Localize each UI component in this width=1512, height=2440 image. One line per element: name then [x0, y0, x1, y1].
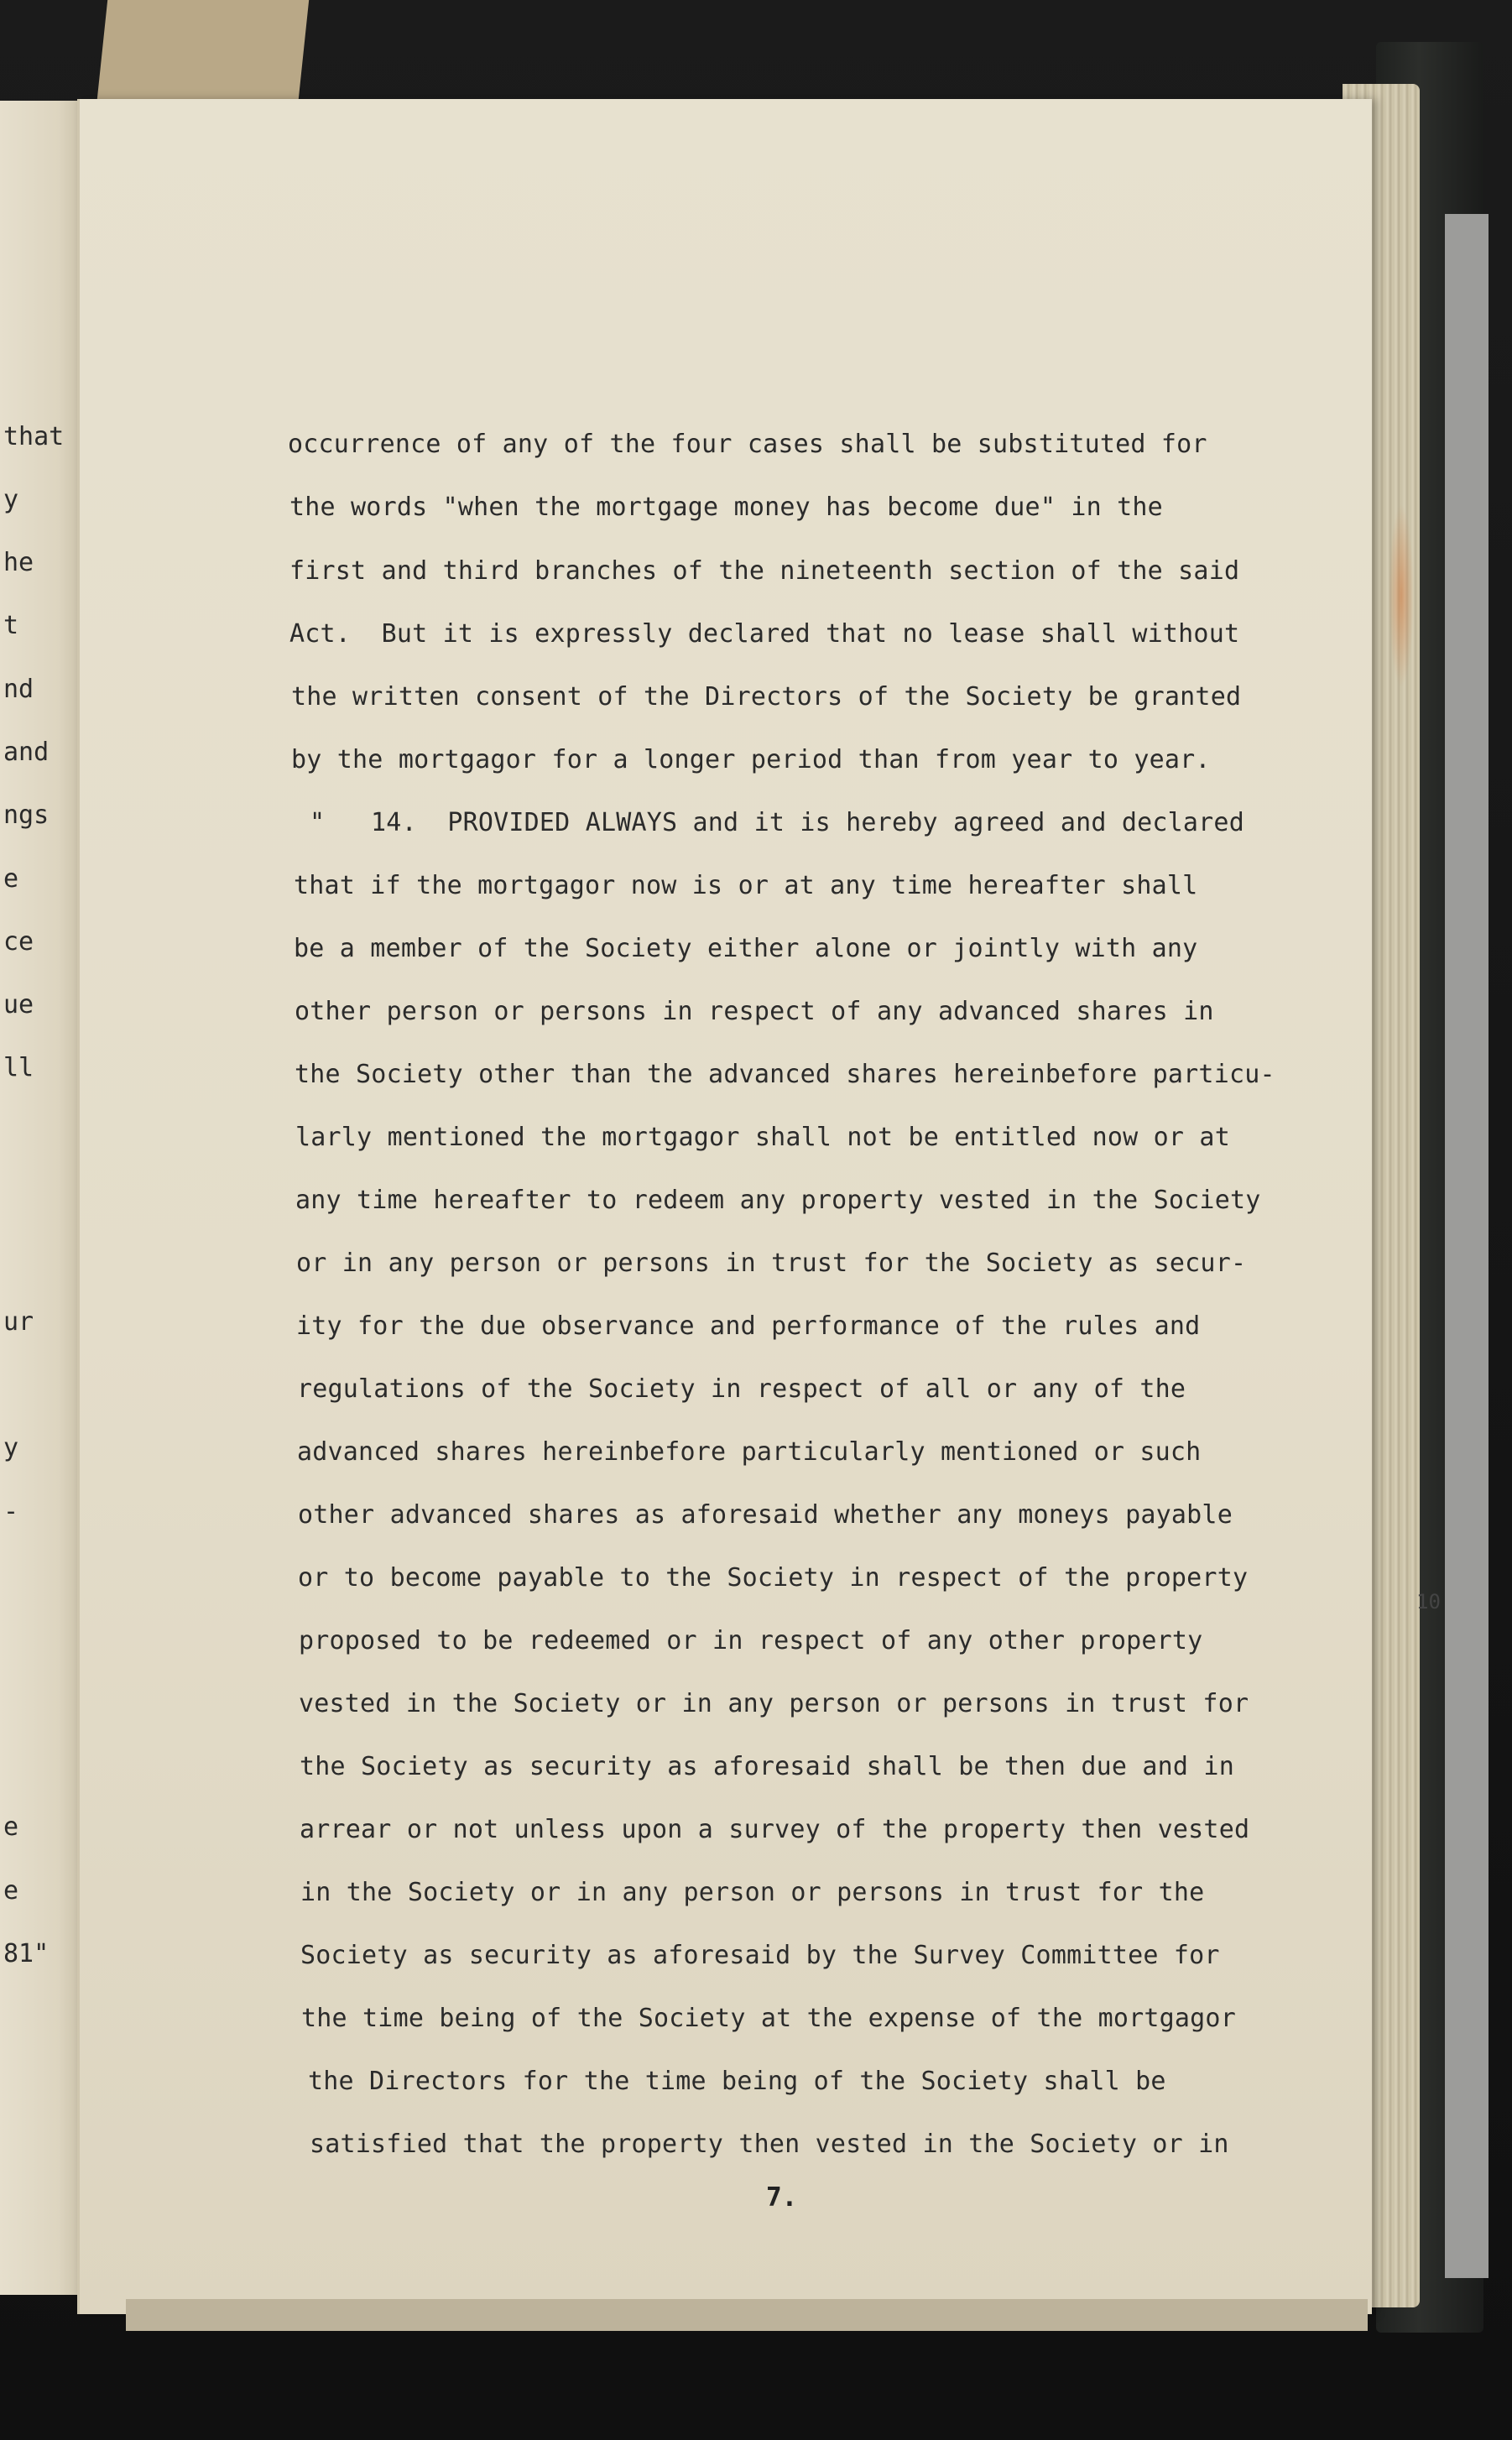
text-line: or to become payable to the Society in respect of the property — [298, 1563, 1249, 1593]
text-line: Society as security as aforesaid by the Survey Committee for — [300, 1941, 1220, 1970]
text-line: the Society other than the advanced shares hereinbefore particu- — [295, 1060, 1275, 1089]
text-line: the words "when the mortgage money has become due" in the — [289, 493, 1163, 522]
text-line: first and third branches of the nineteenth section of the said — [289, 556, 1240, 586]
text-line: by the mortgagor for a longer period than from year to year. — [291, 745, 1211, 774]
text-line: other advanced shares as aforesaid whether any moneys payable — [298, 1500, 1233, 1530]
text-line: any time hereafter to redeem any property vested in the Society — [295, 1186, 1261, 1215]
text-line: be a member of the Society either alone or jointly with any — [294, 934, 1198, 963]
left-fragment: e — [3, 1812, 19, 1842]
text-line: proposed to be redeemed or in respect of any other property — [299, 1626, 1203, 1655]
left-fragment: - — [3, 1497, 19, 1526]
text-line: that if the mortgagor now is or at any time hereafter shall — [294, 871, 1198, 900]
left-fragment: y — [3, 485, 19, 514]
left-fragment: y — [3, 1433, 19, 1462]
text-line: in the Society or in any person or persons in trust for the — [300, 1878, 1205, 1907]
text-line: Act. But it is expressly declared that no lease shall without — [289, 619, 1240, 649]
text-line: the written consent of the Directors of the Society be granted — [291, 682, 1242, 712]
text-line: other person or persons in respect of any advanced shares in — [295, 997, 1214, 1026]
left-page-edge — [0, 101, 84, 2295]
left-fragment: t — [3, 611, 19, 640]
left-fragment: e — [3, 1876, 19, 1906]
text-line: the Society as security as aforesaid shall be then due and in — [300, 1752, 1234, 1781]
left-fragment: and — [3, 738, 50, 767]
text-line: satisfied that the property then vested in the Society or in — [310, 2130, 1229, 2159]
right-margin-mark: 10 — [1416, 1590, 1441, 1614]
text-line: regulations of the Society in respect of all or any of the — [297, 1374, 1186, 1404]
grey-card-edge — [1445, 214, 1489, 2278]
left-fragment: nd — [3, 675, 34, 704]
text-line: arrear or not unless upon a survey of the property then vested — [300, 1815, 1250, 1844]
document-page — [77, 99, 1372, 2314]
left-fragment: 81" — [3, 1939, 50, 1968]
left-fragment: ll — [3, 1053, 34, 1082]
left-fragment: ur — [3, 1307, 34, 1337]
text-line: the Directors for the time being of the Society shall be — [308, 2067, 1166, 2096]
left-fragment: ue — [3, 990, 34, 1019]
left-fragment: e — [3, 864, 19, 894]
body-text — [80, 99, 1372, 2314]
left-fragment: ce — [3, 927, 34, 957]
text-line: " 14. PROVIDED ALWAYS and it is hereby agreed and declared — [310, 808, 1244, 837]
text-line: larly mentioned the mortgagor shall not be entitled now or at — [295, 1123, 1230, 1152]
page-bottom-edge — [126, 2299, 1368, 2331]
left-fragment: he — [3, 548, 34, 577]
text-line: ity for the due observance and performance of the rules and — [296, 1311, 1201, 1341]
text-line: or in any person or persons in trust for the Society as secur- — [296, 1249, 1247, 1278]
text-line: occurrence of any of the four cases shall be substituted for — [288, 430, 1207, 459]
left-fragment: ngs — [3, 800, 50, 830]
paper-tab — [97, 0, 309, 99]
text-line: advanced shares hereinbefore particularly mentioned or such — [297, 1437, 1202, 1467]
left-fragment: that — [3, 422, 65, 451]
page-number: 7. — [766, 2182, 798, 2213]
text-line: the time being of the Society at the expense of the mortgagor — [301, 2004, 1236, 2033]
page-edge-stain — [1389, 503, 1414, 688]
text-line: vested in the Society or in any person or persons in trust for — [299, 1689, 1249, 1718]
